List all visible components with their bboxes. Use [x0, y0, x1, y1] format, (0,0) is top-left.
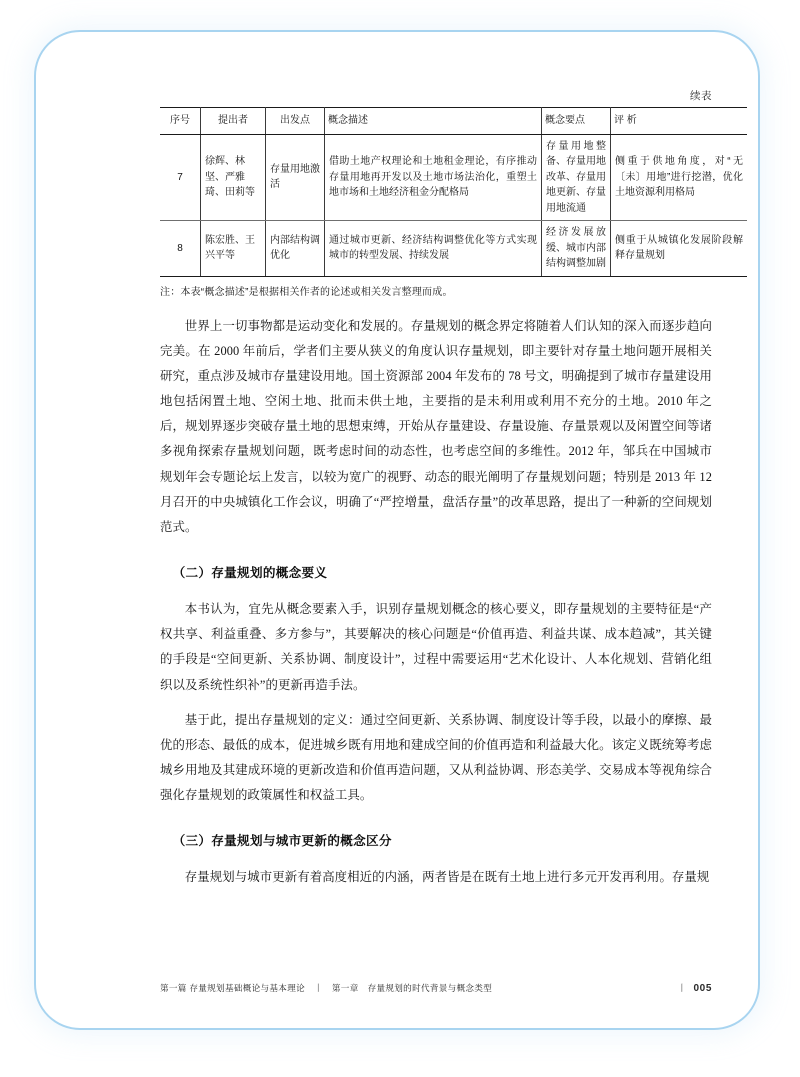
table-row — [160, 221, 747, 277]
table-row — [160, 134, 747, 221]
cell-review: 侧重于供地角度，对“无〔未〕用地”进行挖潜，优化土地资源利用格局 — [611, 134, 748, 221]
column-header-number: 序号 — [160, 108, 201, 135]
footer-separator-icon: 丨 — [314, 983, 323, 993]
table-header — [160, 108, 747, 135]
table-body — [160, 134, 747, 276]
cell-keypoints: 存量用地整备、存量用地改革、存量用地更新、存量用地流通 — [542, 134, 611, 221]
cell-startpoint: 内部结构调优化 — [266, 221, 325, 277]
footer-page-separator-icon: 丨 — [677, 983, 687, 993]
column-header-keypoints: 概念要点 — [542, 108, 611, 135]
footer-breadcrumb — [160, 982, 492, 994]
table-note: 注：本表“概念描述”是根据相关作者的论述或相关发言整理而成。 — [160, 286, 453, 298]
cell-number: 8 — [160, 221, 201, 277]
document-content — [160, 88, 743, 891]
section-heading-three: （三）存量规划与城市更新的概念区分 — [172, 834, 392, 849]
cell-number: 7 — [160, 134, 201, 221]
body-paragraph-3: 基于此，提出存量规划的定义：通过空间更新、关系协调、制度设计等手段，以最小的摩擦、最优的形态、最低的成本，促进城乡既有用地和建成空间的价值再造和利益最大化。该定义既统筹考虑城乡用地及其建成环境的更新改造和价值再造问题，又从利益协调、形态美学、交易成本等视角综合强化存量规划的政策属性和权益工具。 — [160, 712, 712, 803]
concept-definitions-table — [160, 107, 747, 277]
footer-part-label: 第一篇 存量规划基础概论与基本理论 — [160, 983, 305, 993]
footer-chapter-title: 存量规划的时代背景与概念类型 — [367, 983, 493, 993]
cell-keypoints: 经济发展放缓、城市内部结构调整加剧 — [542, 221, 611, 277]
body-paragraph-1: 世界上一切事物都是运动变化和发展的。存量规划的概念界定将随着人们认知的深入而逐步趋向完美。在 2000 年前后，学者们主要从狭义的角度认识存量规划，即主要针对存量土地问题开展相关研究，重点涉及城市存量建设用地。国土资源部 2004 年发布的 78 号文，明确提到了城市存量建设用地包括闲置土地、空闲土地、批而未供土地，主要指的是未利用或利用不充分的土地。2010 年之后，规划界逐步突破存量土地的思想束缚，开始从存量建设、存量设施、存量景观以及闲置空间等诸多视角探索存量规划问题，既考虑时间的动态性，也考虑空间的多维性。2012 年，邹兵在中国城市规划年会专题论坛上发言，以较为宽广的视野、动态的眼光阐明了存量规划问题；特别是 2013 年 12 月召开的中央城镇化工作会议，明确了“严控增量，盘活存量”的改革思路，提出了一种新的空间规划范式。 — [160, 318, 712, 534]
cell-proposer: 徐辉、林坚、严雅琦、田莉等 — [201, 134, 266, 221]
table-header-row — [160, 108, 747, 135]
cell-review: 侧重于从城镇化发展阶段解释存量规划 — [611, 221, 748, 277]
cell-startpoint: 存量用地激活 — [266, 134, 325, 221]
body-paragraph-4: 存量规划与城市更新有着高度相近的内涵，两者皆是在既有土地上进行多元开发再利用。存量规 — [184, 870, 710, 885]
cell-description: 借助土地产权理论和土地租金理论，有序推动存量用地再开发以及土地市场法治化，重塑土地市场和土地经济租金分配格局 — [325, 134, 542, 221]
body-paragraph-2: 本书认为，宜先从概念要素入手，识别存量规划概念的核心要义，即存量规划的主要特征是“产权共享、利益重叠、多方参与”，其要解决的核心问题是“价值再造、利益共谋、成本趋减”，其关键的手段是“空间更新、关系协调、制度设计”，过程中需要运用“艺术化设计、人本化规划、营销化组织以及系统性织补”的更新再造手法。 — [160, 602, 712, 692]
page-number: 005 — [693, 982, 712, 994]
footer-page-block — [678, 982, 712, 994]
footer-chapter-label: 第一章 — [331, 983, 359, 993]
column-header-description: 概念描述 — [325, 108, 542, 135]
column-header-startpoint: 出发点 — [266, 108, 325, 135]
section-heading-two: （二）存量规划的概念要义 — [172, 566, 328, 581]
cell-description: 通过城市更新、经济结构调整优化等方式实现城市的转型发展、持续发展 — [325, 221, 542, 277]
table-continuation-label: 续表 — [690, 90, 712, 102]
column-header-proposer: 提出者 — [201, 108, 266, 135]
column-header-review: 评 析 — [611, 108, 748, 135]
page-footer — [160, 982, 712, 994]
cell-proposer: 陈宏胜、王兴平等 — [201, 221, 266, 277]
